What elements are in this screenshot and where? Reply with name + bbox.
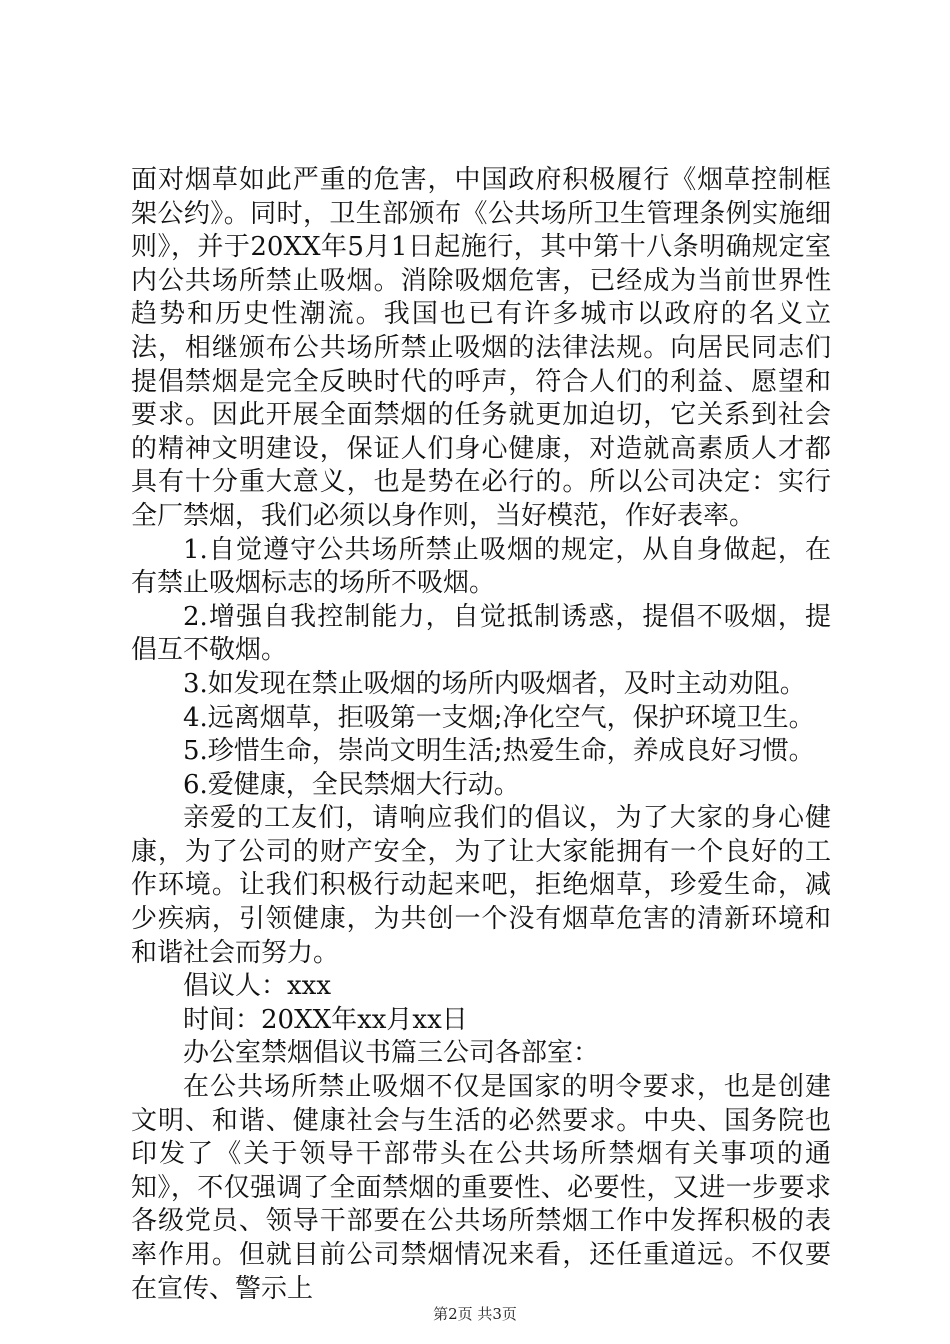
paragraph-intro: 面对烟草如此严重的危害，中国政府积极履行《烟草控制框架公约》。同时，卫生部颁布《公共场所卫生管理条例实施细则》，并于20XX年5月1日起施行，其中第十八条明确规定室内公共场所禁止吸烟。消除吸烟危害，已经成为当前世界性趋势和历史性潮流。我国也已有许多城市以政府的名义立法，相继颁布公共场所禁止吸烟的法律法规。向居民同志们提倡禁烟是完全反映时代的呼声，符合人们的利益、愿望和要求。因此开展全面禁烟的任务就更加迫切，它关系到社会的精神文明建设，保证人们身心健康，对造就高素质人才都具有十分重大意义，也是势在必行的。所以公司决定：实行全厂禁烟，我们必须以身作则，当好模范，作好表率。 [131,165,831,531]
paragraph-initiator: 倡议人：xxx [183,971,331,1002]
paragraph-item-3: 3.如发现在禁止吸烟的场所内吸烟者，及时主动劝阻。 [183,668,806,699]
paragraph-date: 时间：20XX年xx月xx日 [183,1004,468,1035]
paragraph-item-6: 6.爱健康，全民禁烟大行动。 [183,769,520,800]
paragraph-appeal: 亲爱的工友们，请响应我们的倡议，为了大家的身心健康，为了公司的财产安全，为了让大家能拥有一个良好的工作环境。让我们积极行动起来吧，拒绝烟草，珍爱生命，减少疾病，引领健康，为共创一个没有烟草危害的清新环境和和谐社会而努力。 [131,803,831,968]
page-footer: 第2页 共3页 [433,1305,517,1323]
document-body [131,164,831,1306]
paragraph-section-body: 在公共场所禁止吸烟不仅是国家的明令要求，也是创建文明、和谐、健康社会与生活的必然要求。中央、国务院也印发了《关于领导干部带头在公共场所禁烟有关事项的通知》，不仅强调了全面禁烟的重要性、必要性，又进一步要求各级党员、领导干部要在公共场所禁烟工作中发挥积极的表率作用。但就目前公司禁烟情况来看，还任重道远。不仅要在宣传、警示上 [131,1072,831,1304]
paragraph-item-1: 1.自觉遵守公共场所禁止吸烟的规定，从自身做起，在有禁止吸烟标志的场所不吸烟。 [131,534,831,599]
paragraph-item-2: 2.增强自我控制能力，自觉抵制诱惑，提倡不吸烟，提倡互不敬烟。 [131,601,831,666]
paragraph-item-4: 4.远离烟草，拒吸第一支烟;净化空气，保护环境卫生。 [183,702,815,733]
paragraph-item-5: 5.珍惜生命，崇尚文明生活;热爱生命，养成良好习惯。 [183,736,815,767]
paragraph-section-heading: 办公室禁烟倡议书篇三公司各部室： [183,1038,600,1069]
